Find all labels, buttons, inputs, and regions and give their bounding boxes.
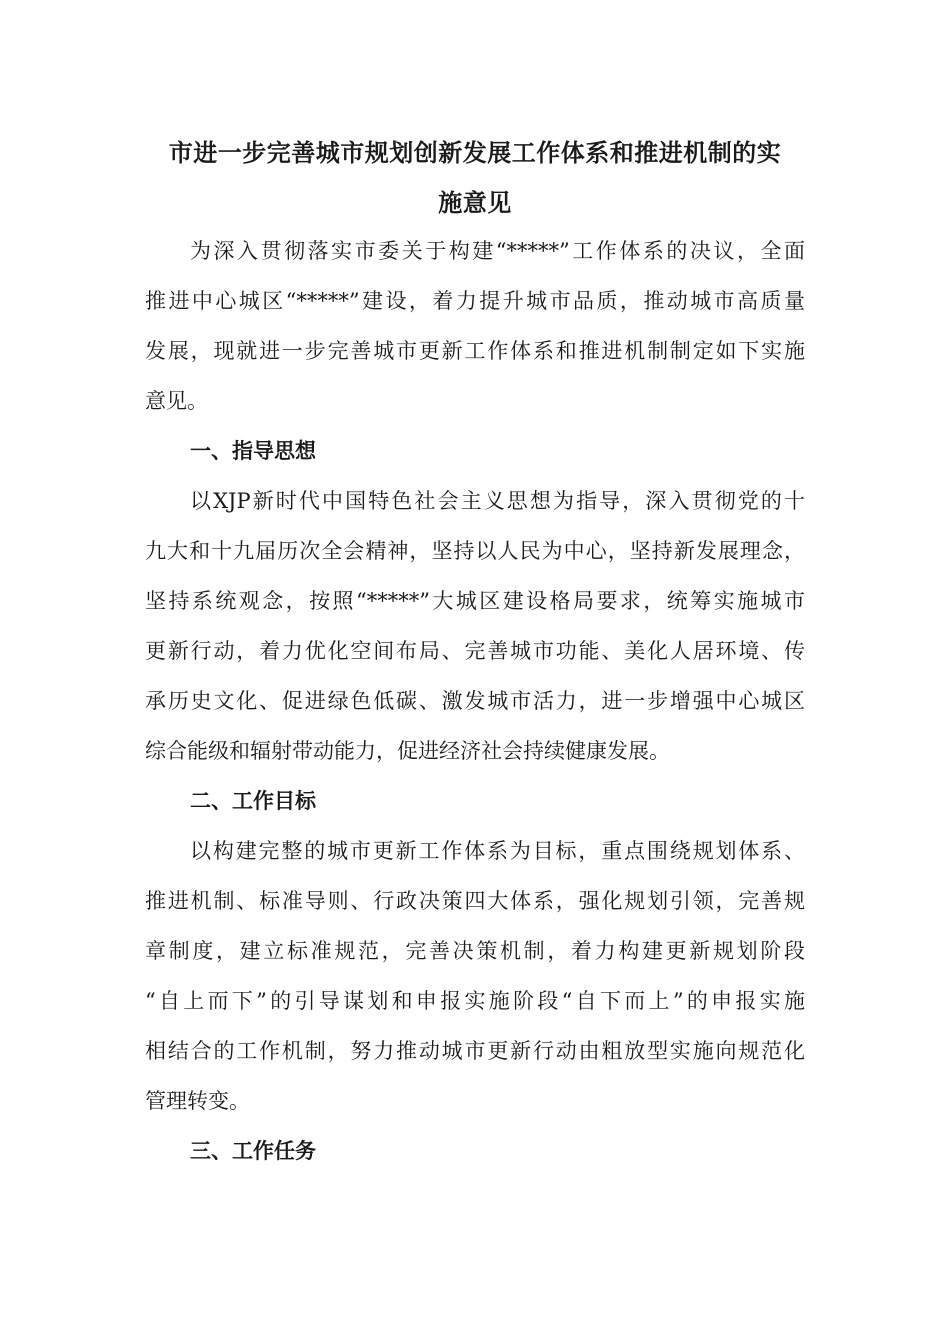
section1-line: 坚持系统观念，按照“*****”大城区建设格局要求，统筹实施城市 bbox=[145, 589, 805, 613]
section1-line: 九大和十九届历次全会精神，坚持以人民为中心，坚持新发展理念， bbox=[145, 539, 805, 563]
section2-line: 章制度，建立标准规范，完善决策机制，着力构建更新规划阶段 bbox=[145, 939, 805, 963]
intro-line: 推进中心城区“*****”建设，着力提升城市品质，推动城市高质量 bbox=[145, 289, 805, 313]
section-heading-2: 二、工作目标 bbox=[190, 789, 316, 813]
intro-line: 为深入贯彻落实市委关于构建“*****”工作体系的决议，全面 bbox=[190, 239, 805, 263]
section2-line: 相结合的工作机制，努力推动城市更新行动由粗放型实施向规范化 bbox=[145, 1039, 805, 1063]
section-heading-1: 一、指导思想 bbox=[190, 439, 316, 463]
section2-line: 以构建完整的城市更新工作体系为目标，重点围绕规划体系、 bbox=[190, 839, 805, 863]
section2-line: 管理转变。 bbox=[145, 1089, 250, 1113]
document-title-line-2: 施意见 bbox=[438, 188, 512, 217]
section1-line: 承历史文化、促进绿色低碳、激发城市活力，进一步增强中心城区 bbox=[145, 689, 805, 713]
section1-line: 综合能级和辐射带动能力，促进经济社会持续健康发展。 bbox=[145, 739, 670, 763]
section2-line: “自上而下”的引导谋划和申报实施阶段“自下而上”的申报实施 bbox=[145, 989, 805, 1013]
intro-line: 发展，现就进一步完善城市更新工作体系和推进机制制定如下实施 bbox=[145, 339, 805, 363]
intro-line: 意见。 bbox=[145, 389, 208, 413]
section1-line: 以XJP新时代中国特色社会主义思想为指导，深入贯彻党的十 bbox=[190, 489, 805, 513]
section-heading-3: 三、工作任务 bbox=[190, 1139, 316, 1163]
section2-line: 推进机制、标准导则、行政决策四大体系，强化规划引领，完善规 bbox=[145, 889, 805, 913]
document-title-line-1: 市进一步完善城市规划创新发展工作体系和推进机制的实 bbox=[168, 138, 782, 167]
section1-line: 更新行动，着力优化空间布局、完善城市功能、美化人居环境、传 bbox=[145, 639, 805, 663]
